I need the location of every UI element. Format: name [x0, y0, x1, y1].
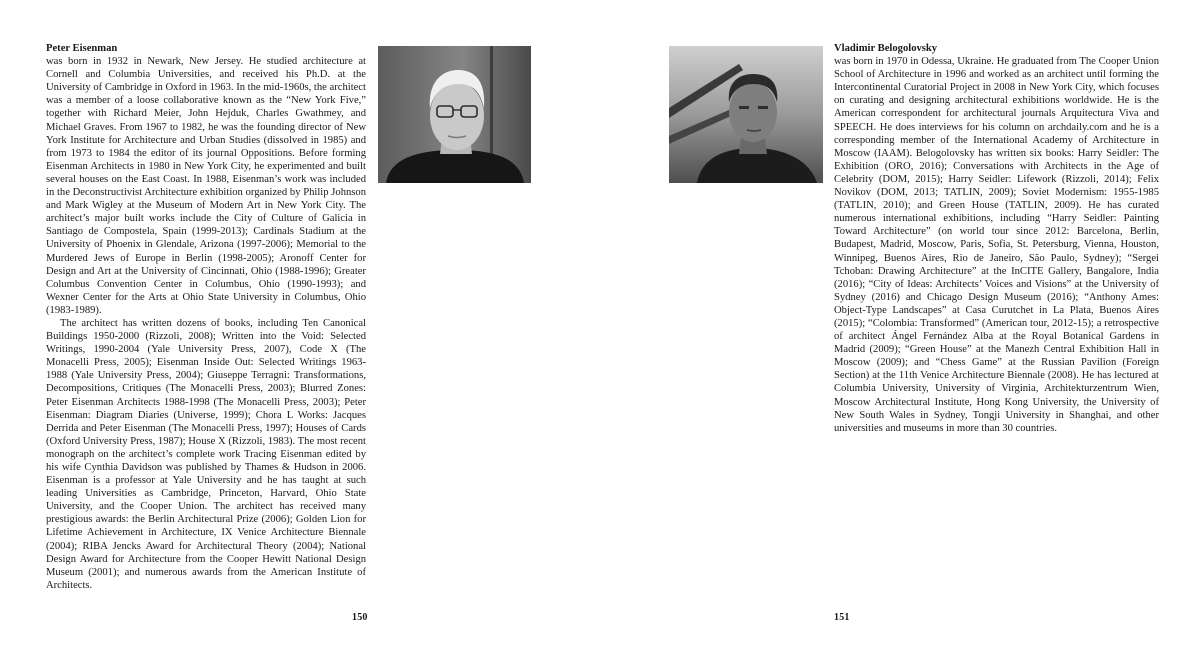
- belogolovsky-bio: [834, 42, 1159, 435]
- page-number: 150: [352, 612, 368, 623]
- bio-name: Vladimir Belogolovsky: [834, 43, 938, 54]
- bio-paragraph: was born in 1932 in Newark, New Jersey. He studied architecture at Cornell and Columbia Universities, and received his Ph.D. at the University of Cambridge in Oxford in 1963. In the mid-1960s, the architect was a member of a loose collaborative known as the “New York Five,” together with Richard Meier, John Hejduk, Charles Gwathmey, and Michael Graves. From 1967 to 1982, he was the founding director of New York Institute for Architecture and Urban Studies (dissolved in 1985) and from 1973 to 1984 the editor of its journal Oppositions. Before forming Eisenman Architects in 1980 in New York City, he experimented and built several houses on the East Coast. In 1988, Eisenman’s work was included in the Deconstructivist Architecture exhibition organized by Philip Johnson and Mark Wigley at the Museum of Modern Art in New York City. The architect’s major built works include the City of Culture of Galicia in Santiago de Compostela, Spain (1999-2013); Cardinals Stadium at the University of Phoenix in Glendale, Arizona (1997-2006); Memorial to the Murdered Jews of Europe in Berlin (1998-2005); Aronoff Center for Design and Art at the University of Cincinnati, Ohio (1988-1996); Greater Columbus Convention Center in Columbus, Ohio (1990-1993); and Wexner Center for the Arts at Ohio State University in Columbus, Ohio (1983-1989).: [46, 56, 366, 316]
- bio-paragraph: was born in 1970 in Odessa, Ukraine. He graduated from The Cooper Union School of Architecture in 1996 and worked as an architect until forming the Intercontinental Curatorial Project in 2008 in New York City, which focuses on curating and designing architectural exhibitions worldwide. He is the American correspondent for architectural journals Arquitectura Viva and SPEECH. He does interviews for his column on archdaily.com and he is a corresponding member of the International Academy of Architecture in Moscow (IAAM). Belogolovsky has written six books: Harry Seidler: The Exhibition (ORO, 2016); Conversations with Architects in the Age of Celebrity (DOM, 2015); Harry Seidler: Lifework (Rizzoli, 2014); Felix Novikov (DOM, 2013; TATLIN, 2009); Soviet Modernism: 1955-1985 (TATLIN, 2010); and Green House (TATLIN, 2009). He has curated numerous international exhibitions, including “Harry Seidler: Painting Toward Architecture” (on world tour since 2012: Barcelona, Berlin, Budapest, Madrid, Moscow, Paris, Sofia, St. Petersburg, Vienna, Houston, Winnipeg, Buenos Aires, Rio de Janeiro, São Paulo, Sydney); “Sergei Tchoban: Drawing Architecture” at the InCITE Gallery, Bangalore, India (2016); “City of Ideas: Architects’ Voices and Visions” at the University of Sydney (2016) and Chicago Design Museum (2016); “Anthony Ames: Object-Type Landscapes” at Casa Curutchet in La Plata, Buenos Aires (2015); “Colombia: Transformed” (American tour, 2012-15); a retrospective of architect Ángel Fernández Alba at the Royal Botanical Gardens in Madrid (2009); “Green House” at the Manezh Central Exhibition Hall in Moscow (2009); and “Chess Game” at the Russian Pavilion (Foreign Section) at the 11th Venice Architecture Biennale (2008). He has lectured at Columbia University, University of Virginia, Architekturzentrum Wien, Moscow Architectural Institute, Hong Kong University, the University of New South Wales in Sydney, Tongji University in Shanghai, and other universities and museums in more than 30 countries.: [834, 56, 1159, 434]
- bio-paragraph: The architect has written dozens of books, including Ten Canonical Buildings 1950-2000 (Rizzoli, 2008); Written into the Void: Selected Writings, 1990-2004 (Yale University Press, 2007), Code X (The Monacelli Press, 2005); Eisenman Inside Out: Selected Writings 1963-1988 (Yale University Press, 2004); Giuseppe Terragni: Transformations, Decompositions, Critiques (The Monacelli Press, 2003); Blurred Zones: Peter Eisenman Architects 1988-1998 (The Monacelli Press, 2003); Peter Eisenman: Diagram Diaries (Universe, 1999); Chora L Works: Jacques Derrida and Peter Eisenman (The Monacelli Press, 1997); Houses of Cards (Oxford University Press, 1987); House X (Rizzoli, 1983). The most recent monograph on the architect’s complete work Tracing Eisenman edited by his wife Cynthia Davidson was published by Thames & Hudson in 2006. Eisenman is a professor at Yale University and he has taught at such leading Universities as Cambridge, Princeton, Harvard, Ohio State University, and the Cooper Union. The architect has received many prestigious awards: the Berlin Architectural Prize (2006); Golden Lion for Lifetime Achievement in Architecture, IX Venice Architecture Biennale (2004); RIBA Jencks Award for Architectural Theory (2004); National Design Award for Architecture from the Cooper Hewitt National Design Museum (2001); and numerous awards from the American Institute of Architects.: [46, 317, 366, 591]
- right-page: [600, 0, 1200, 657]
- belogolovsky-portrait-photo: [669, 46, 823, 183]
- page-number: 151: [834, 612, 850, 623]
- bio-name: Peter Eisenman: [46, 43, 118, 54]
- eisenman-portrait-photo: [378, 46, 531, 183]
- eisenman-bio: [46, 42, 366, 592]
